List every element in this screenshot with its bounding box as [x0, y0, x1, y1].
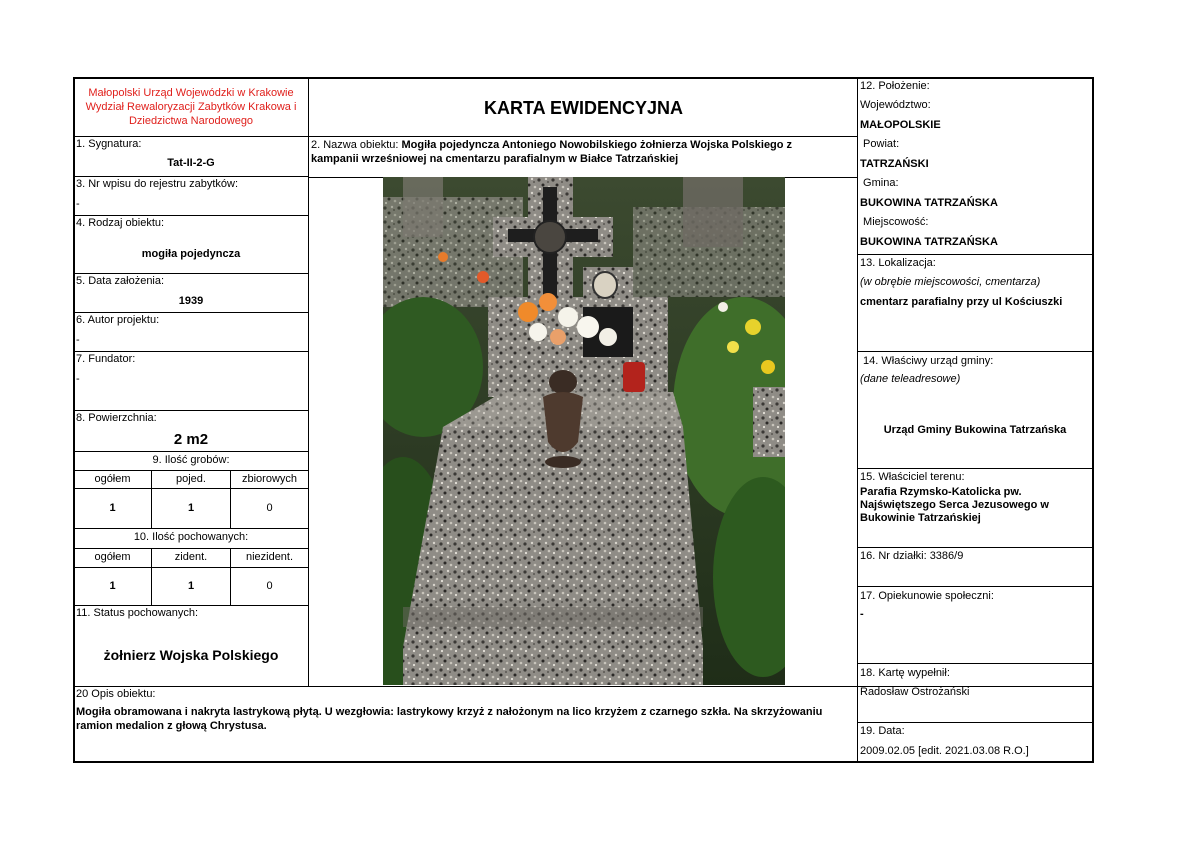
divider	[74, 351, 308, 352]
founded-label: 5. Data założenia:	[76, 275, 165, 287]
divider	[857, 586, 1093, 587]
description-label: 20 Opis obiektu:	[76, 688, 156, 700]
graves-total: 1	[109, 502, 116, 514]
graves-header-single: pojed.	[176, 473, 206, 485]
owner-line: Najświętszego Serca Jezusowego w	[860, 499, 1049, 511]
owner-label: 15. Właściciel terenu:	[860, 471, 965, 483]
plot-number: 16. Nr działki: 3386/9	[860, 550, 964, 562]
office-header-line: Dziedzictwa Narodowego	[128, 115, 254, 127]
guardians-label: 17. Opiekunowie społeczni:	[860, 590, 994, 602]
filled-by-value: Radosław Ostrożański	[860, 686, 970, 698]
localization-value: cmentarz parafialny przy ul Kościuszki	[860, 296, 1063, 308]
object-type-value: mogiła pojedyncza	[141, 248, 241, 260]
county-value: TATRZAŃSKI	[860, 158, 929, 170]
divider	[857, 254, 1093, 255]
office-header-line: Wydział Rewaloryzacji Zabytków Krakowa i	[85, 101, 297, 113]
divider	[74, 451, 308, 452]
area-value: 2 m2	[173, 431, 209, 448]
localization-label: 13. Lokalizacja:	[860, 257, 936, 269]
divider	[74, 470, 308, 471]
divider	[857, 78, 858, 686]
municipal-office-label: 14. Właściwy urząd gminy:	[860, 355, 994, 367]
grave-photo-image	[383, 177, 785, 685]
page-title: KARTA EWIDENCYJNA	[483, 98, 683, 118]
office-header	[76, 86, 306, 128]
buried-header-total: ogółem	[94, 551, 131, 563]
divider	[74, 605, 308, 606]
divider	[857, 686, 858, 762]
owner-line: Parafia Rzymsko-Katolicka pw.	[860, 486, 1022, 498]
localization-hint: (w obrębie miejscowości, cmentarza)	[860, 276, 1041, 288]
signature-value: Tat-II-2-G	[167, 157, 215, 169]
description-line: ramion medalion z głową Chrystusa.	[76, 720, 267, 732]
description-line: Mogiła obramowana i nakryta lastrykową płytą. U wezgłowia: lastrykowy krzyż z nałożonym na lico krzyżem z czarnego szkła. Na skrzyżowaniu	[76, 706, 823, 718]
buried-total: 1	[109, 580, 116, 592]
graves-label: 9. Ilość grobów:	[152, 454, 230, 466]
divider	[857, 722, 1093, 723]
founder-label: 7. Fundator:	[76, 353, 136, 365]
locality-value: BUKOWINA TATRZAŃSKA	[860, 236, 998, 248]
buried-header-identified: zident.	[174, 551, 208, 563]
divider	[857, 663, 1093, 664]
founder-value: -	[76, 373, 80, 385]
buried-unidentified: 0	[266, 580, 273, 592]
divider	[74, 136, 858, 137]
registry-label: 3. Nr wpisu do rejestru zabytków:	[76, 178, 239, 190]
divider	[74, 488, 308, 489]
status-value: żołnierz Wojska Polskiego	[103, 647, 279, 663]
office-header-line: Małopolski Urząd Wojewódzki w Krakowie	[88, 87, 294, 99]
author-value: -	[76, 334, 80, 346]
object-name-value-cont: kampanii wrześniowej na cmentarzu parafialnym w Białce Tatrzańskiej	[311, 153, 679, 165]
object-name	[311, 138, 855, 166]
owner-line: Bukowinie Tatrzańskiej	[860, 512, 981, 524]
date-label: 19. Data:	[860, 725, 905, 737]
divider	[74, 410, 308, 411]
locality-label: Miejscowość:	[860, 216, 929, 228]
area-label: 8. Powierzchnia:	[76, 412, 157, 424]
buried-identified: 1	[187, 580, 195, 592]
graves-header-mass: zbiorowych	[241, 473, 298, 485]
graves-header-total: ogółem	[94, 473, 131, 485]
object-name-label: 2. Nazwa obiektu:	[311, 139, 402, 151]
county-label: Powiat:	[860, 138, 900, 150]
registry-value: -	[76, 198, 80, 210]
divider	[74, 312, 308, 313]
divider	[74, 176, 308, 177]
object-name-value: Mogiła pojedyncza Antoniego Nowobilskiego żołnierza Wojska Polskiego z	[401, 139, 793, 151]
divider	[74, 215, 308, 216]
graves-single: 1	[187, 502, 195, 514]
graves-mass: 0	[266, 502, 273, 514]
commune-value: BUKOWINA TATRZAŃSKA	[860, 197, 998, 209]
divider	[74, 273, 308, 274]
voivodeship-label: Województwo:	[860, 99, 931, 111]
divider	[74, 528, 308, 529]
owner-value	[860, 486, 1092, 525]
divider	[857, 547, 1093, 548]
divider	[74, 567, 308, 568]
municipal-office-hint: (dane teleadresowe)	[860, 373, 961, 385]
divider	[857, 351, 1093, 352]
commune-label: Gmina:	[860, 177, 899, 189]
voivodeship-value: MAŁOPOLSKIE	[860, 119, 941, 131]
buried-header-unidentified: niezident.	[245, 551, 294, 563]
municipal-office-value: Urząd Gminy Bukowina Tatrzańska	[883, 424, 1067, 436]
filled-by-label: 18. Kartę wypełnił:	[860, 667, 950, 679]
guardians-value: -	[860, 608, 864, 620]
divider	[857, 468, 1093, 469]
buried-label: 10. Ilość pochowanych:	[133, 531, 249, 543]
status-label: 11. Status pochowanych:	[76, 607, 199, 619]
date-value: 2009.02.05 [edit. 2021.03.08 R.O.]	[860, 745, 1029, 757]
grave-photo	[383, 177, 785, 685]
divider	[74, 548, 308, 549]
signature-label: 1. Sygnatura:	[76, 138, 142, 150]
author-label: 6. Autor projektu:	[76, 314, 160, 326]
location-label: 12. Położenie:	[860, 80, 930, 92]
divider	[308, 78, 309, 686]
object-type-label: 4. Rodzaj obiektu:	[76, 217, 165, 229]
founded-value: 1939	[178, 295, 204, 307]
